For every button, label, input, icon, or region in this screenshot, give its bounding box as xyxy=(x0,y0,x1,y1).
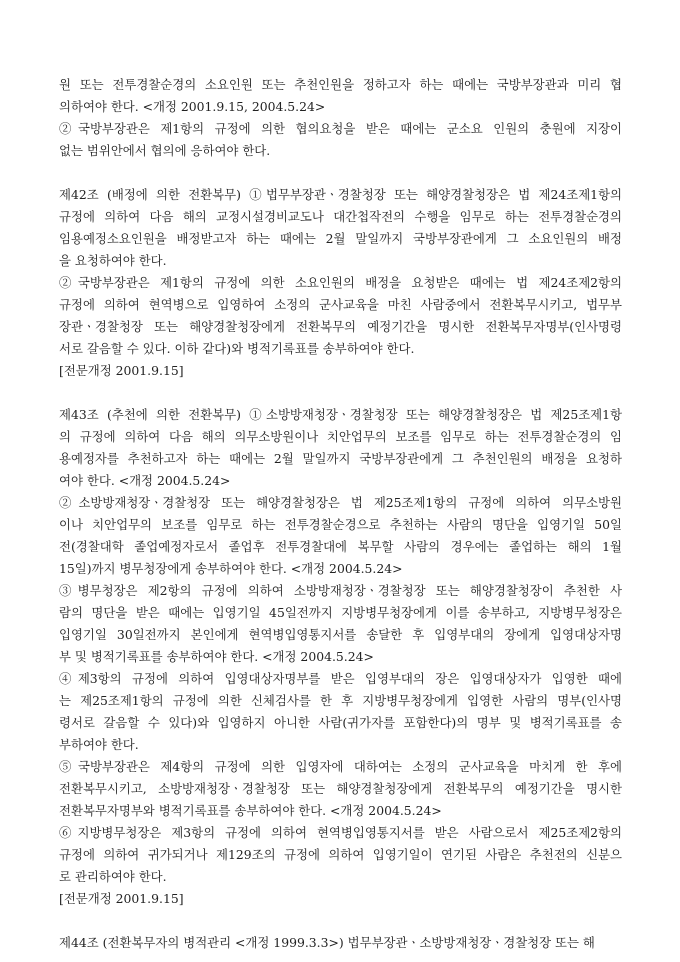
text-line: 람의 명단을 받은 때에는 입영기일 45일전까지 지방병무청장에게 이를 송부하고, 지방병무청장은 xyxy=(59,605,622,620)
article-section xyxy=(59,74,622,162)
paragraph-gap xyxy=(59,162,622,184)
text-line: [전문개정 2001.9.15] xyxy=(59,363,184,378)
text-line: 전환복무자명부와 병적기록표를 송부하여야 한다. <개정 2004.5.24> xyxy=(59,803,442,818)
text-line: 제42조 (배정에 의한 전환복무) ①법무부장관ㆍ경찰청장 또는 해양경찰청장은 법 제24조제1항의 xyxy=(59,187,622,202)
text-line: 의 규정에 의하여 다음 해의 의무소방원이나 치안업무의 보조를 임무로 하는 전투경찰순경의 임 xyxy=(59,429,622,444)
text-line: ④제3항의 규정에 의하여 입영대상자명부를 받은 입영부대의 장은 입영대상자가 입영한 때에 xyxy=(59,671,622,686)
text-line: 없는 범위안에서 협의에 응하여야 한다. xyxy=(59,143,271,158)
text-line: 용예정자를 추천하고자 하는 때에는 2월 말일까지 국방부장관에게 그 추천인원의 배정을 요청하 xyxy=(59,451,622,466)
text-line: ②국방부장관은 제1항의 규정에 의한 소요인원의 배정을 요청받은 때에는 법 제24조제2항의 xyxy=(59,275,622,290)
article-section xyxy=(59,184,622,382)
paragraph-gap xyxy=(59,382,622,404)
text-line: 입영기일 30일전까지 본인에게 현역병입영통지서를 송달한 후 입영부대의 장에게 입영대상자명 xyxy=(59,627,622,642)
article-section xyxy=(59,404,622,910)
text-line: 규정에 의하여 다음 해의 교정시설경비교도나 대간첩작전의 수행을 임무로 하는 전투경찰순경의 xyxy=(59,209,622,224)
text-line: ③병무청장은 제2항의 규정에 의하여 소방방재청장ㆍ경찰청장 또는 해양경찰청장이 추천한 사 xyxy=(59,583,622,598)
text-line: 의하여야 한다. <개정 2001.9.15, 2004.5.24> xyxy=(59,99,326,114)
text-line: 원 또는 전투경찰순경의 소요인원 또는 추천인원을 정하고자 하는 때에는 국방부장관과 미리 협 xyxy=(59,77,622,92)
text-line: 부 및 병적기록표를 송부하여야 한다. <개정 2004.5.24> xyxy=(59,649,374,664)
text-line: 전(경찰대학 졸업예정자로서 졸업후 전투경찰대에 복무할 사람의 경우에는 졸업하는 해의 1월 xyxy=(59,539,622,554)
text-line: 을 요청하여야 한다. xyxy=(59,253,167,268)
text-line: [전문개정 2001.9.15] xyxy=(59,891,184,906)
text-line: 서로 갈음할 수 있다. 이하 같다)와 병적기록표를 송부하여야 한다. xyxy=(59,341,415,356)
text-line: 부하여야 한다. xyxy=(59,737,139,752)
text-line: 15일)까지 병무청장에게 송부하여야 한다. <개정 2004.5.24> xyxy=(59,561,403,576)
text-line: 규정에 의하여 귀가되거나 제129조의 규정에 의하여 입영기일이 연기된 사람은 추천전의 신분으 xyxy=(59,847,622,862)
paragraph-gap xyxy=(59,910,622,932)
text-line: 는 제25조제1항의 규정에 의한 신체검사를 한 후 지방병무청장에게 입영한 사람의 명부(인사명 xyxy=(59,693,622,708)
text-line: 이나 치안업무의 보조를 임무로 하는 전투경찰순경으로 추천하는 사람의 명단을 입영기일 50일 xyxy=(59,517,622,532)
text-line: 제44조 (전환복무자의 병적관리 <개정 1999.3.3>) 법무부장관ㆍ소방방재청장ㆍ경찰청장 또는 해 xyxy=(59,935,595,950)
text-line: ⑤국방부장관은 제4항의 규정에 의한 입영자에 대하여는 소정의 군사교육을 마치게 한 후에 xyxy=(59,759,622,774)
text-line: 로 관리하여야 한다. xyxy=(59,869,167,884)
text-line: 규정에 의하여 현역병으로 입영하여 소정의 군사교육을 마친 사람중에서 전환복무시키고, 법무부 xyxy=(59,297,622,312)
text-line: ②소방방재청장ㆍ경찰청장 또는 해양경찰청장은 법 제25조제1항의 규정에 의하여 의무소방원 xyxy=(59,495,622,510)
text-line: 제43조 (추천에 의한 전환복무) ①소방방재청장ㆍ경찰청장 또는 해양경찰청장은 법 제25조제1항 xyxy=(59,407,622,422)
text-line: 장관ㆍ경찰청장 또는 해양경찰청장에게 전환복무의 예정기간을 명시한 전환복무자명부(인사명령 xyxy=(59,319,622,334)
text-line: 전환복무시키고, 소방방재청장ㆍ경찰청장 또는 해양경찰청장에게 전환복무의 예정기간을 명시한 xyxy=(59,781,622,796)
article-section xyxy=(59,932,622,954)
text-line: 여야 한다. <개정 2004.5.24> xyxy=(59,473,231,488)
text-line: ⑥지방병무청장은 제3항의 규정에 의하여 현역병입영통지서를 받은 사람으로서 제25조제2항의 xyxy=(59,825,623,840)
text-line: ②국방부장관은 제1항의 규정에 의한 협의요청을 받은 때에는 군소요 인원의 충원에 지장이 xyxy=(59,121,622,136)
text-line: 령서로 갈음할 수 있다)와 입영하지 아니한 사람(귀가자를 포함한다)의 명부 및 병적기록표를 송 xyxy=(59,715,622,730)
text-line: 임용예정소요인원을 배정받고자 하는 때에는 2월 말일까지 국방부장관에게 그 소요인원의 배정 xyxy=(59,231,622,246)
